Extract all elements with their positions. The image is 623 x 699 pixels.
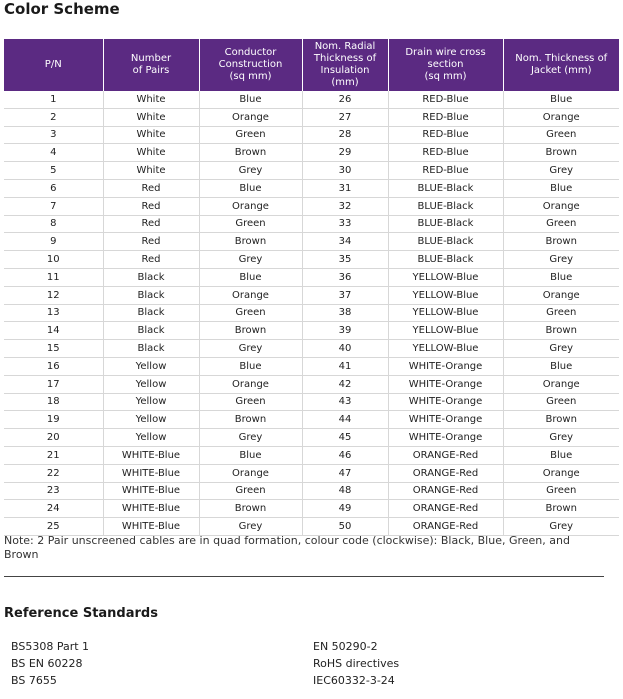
cell-pn: 7 <box>4 197 103 215</box>
cell-conductor: Green <box>199 215 302 233</box>
cell-jacket: Grey <box>503 340 619 358</box>
cell-insulation: 41 <box>302 357 388 375</box>
cell-drain-wire: ORANGE-Red <box>388 482 503 500</box>
table-row <box>4 322 619 340</box>
cell-pn: 18 <box>4 393 103 411</box>
cell-number-of-pairs: Red <box>103 215 199 233</box>
standards-list-right <box>313 638 399 689</box>
table-row <box>4 91 619 108</box>
table-row <box>4 340 619 358</box>
cell-insulation: 30 <box>302 162 388 180</box>
table-row <box>4 411 619 429</box>
table-row <box>4 162 619 180</box>
cell-jacket: Brown <box>503 500 619 518</box>
cell-drain-wire: WHITE-Orange <box>388 357 503 375</box>
cell-number-of-pairs: White <box>103 162 199 180</box>
cell-pn: 1 <box>4 91 103 108</box>
cell-jacket: Grey <box>503 429 619 447</box>
cell-jacket: Green <box>503 304 619 322</box>
cell-conductor: Blue <box>199 179 302 197</box>
cell-number-of-pairs: Yellow <box>103 375 199 393</box>
cell-drain-wire: RED-Blue <box>388 144 503 162</box>
cell-pn: 16 <box>4 357 103 375</box>
table-row <box>4 215 619 233</box>
standards-list-left <box>11 638 89 689</box>
cell-drain-wire: YELLOW-Blue <box>388 340 503 358</box>
cell-drain-wire: ORANGE-Red <box>388 446 503 464</box>
cell-jacket: Green <box>503 215 619 233</box>
cell-pn: 19 <box>4 411 103 429</box>
cell-jacket: Grey <box>503 518 619 536</box>
standard-item: BS 7655 <box>11 674 57 687</box>
table-row <box>4 233 619 251</box>
cell-insulation: 37 <box>302 286 388 304</box>
cell-conductor: Green <box>199 393 302 411</box>
cell-pn: 11 <box>4 268 103 286</box>
cell-conductor: Orange <box>199 197 302 215</box>
table-row <box>4 304 619 322</box>
cell-conductor: Brown <box>199 233 302 251</box>
cell-number-of-pairs: Yellow <box>103 357 199 375</box>
cell-conductor: Brown <box>199 500 302 518</box>
cell-conductor: Blue <box>199 91 302 108</box>
cell-jacket: Green <box>503 393 619 411</box>
cell-conductor: Brown <box>199 322 302 340</box>
cell-pn: 20 <box>4 429 103 447</box>
table-row <box>4 429 619 447</box>
cell-number-of-pairs: Yellow <box>103 429 199 447</box>
cell-insulation: 29 <box>302 144 388 162</box>
table-row <box>4 144 619 162</box>
cell-conductor: Blue <box>199 446 302 464</box>
cell-drain-wire: YELLOW-Blue <box>388 268 503 286</box>
cell-pn: 15 <box>4 340 103 358</box>
cell-pn: 8 <box>4 215 103 233</box>
cell-number-of-pairs: White <box>103 108 199 126</box>
cell-insulation: 28 <box>302 126 388 144</box>
cell-pn: 13 <box>4 304 103 322</box>
cell-jacket: Green <box>503 126 619 144</box>
cell-number-of-pairs: WHITE-Blue <box>103 464 199 482</box>
cell-conductor: Grey <box>199 429 302 447</box>
cell-jacket: Orange <box>503 375 619 393</box>
table-note: Note: 2 Pair unscreened cables are in quad formation, colour code (clockwise): Black, Blue, Green, and Brown <box>4 534 570 561</box>
cell-insulation: 27 <box>302 108 388 126</box>
page-title: Color Scheme <box>4 0 120 18</box>
cell-jacket: Brown <box>503 144 619 162</box>
column-header-drain-wire: Drain wire cross section (sq mm) <box>388 39 503 91</box>
cell-drain-wire: BLUE-Black <box>388 251 503 269</box>
cell-jacket: Blue <box>503 446 619 464</box>
table-row <box>4 126 619 144</box>
table-row <box>4 108 619 126</box>
cell-jacket: Orange <box>503 286 619 304</box>
table-row <box>4 286 619 304</box>
cell-insulation: 38 <box>302 304 388 322</box>
cell-number-of-pairs: Black <box>103 304 199 322</box>
cell-insulation: 32 <box>302 197 388 215</box>
standard-item: BS5308 Part 1 <box>11 640 90 653</box>
reference-standards-title: Reference Standards <box>4 606 158 621</box>
cell-number-of-pairs: Black <box>103 286 199 304</box>
cell-insulation: 46 <box>302 446 388 464</box>
cell-number-of-pairs: White <box>103 91 199 108</box>
cell-jacket: Grey <box>503 251 619 269</box>
cell-pn: 9 <box>4 233 103 251</box>
cell-drain-wire: WHITE-Orange <box>388 429 503 447</box>
cell-pn: 14 <box>4 322 103 340</box>
cell-insulation: 43 <box>302 393 388 411</box>
cell-drain-wire: BLUE-Black <box>388 233 503 251</box>
table-row <box>4 464 619 482</box>
section-divider <box>4 576 604 577</box>
cell-pn: 22 <box>4 464 103 482</box>
cell-conductor: Grey <box>199 251 302 269</box>
cell-conductor: Orange <box>199 108 302 126</box>
column-header-jacket-thickness: Nom. Thickness of Jacket (mm) <box>503 39 619 91</box>
cell-drain-wire: YELLOW-Blue <box>388 304 503 322</box>
cell-pn: 23 <box>4 482 103 500</box>
cell-insulation: 35 <box>302 251 388 269</box>
cell-insulation: 39 <box>302 322 388 340</box>
cell-jacket: Brown <box>503 233 619 251</box>
cell-number-of-pairs: WHITE-Blue <box>103 500 199 518</box>
cell-conductor: Grey <box>199 518 302 536</box>
cell-number-of-pairs: Red <box>103 179 199 197</box>
cell-number-of-pairs: Black <box>103 322 199 340</box>
cell-pn: 25 <box>4 518 103 536</box>
table-row <box>4 375 619 393</box>
cell-pn: 12 <box>4 286 103 304</box>
cell-insulation: 40 <box>302 340 388 358</box>
cell-number-of-pairs: Red <box>103 233 199 251</box>
table-row <box>4 482 619 500</box>
cell-insulation: 42 <box>302 375 388 393</box>
cell-drain-wire: ORANGE-Red <box>388 464 503 482</box>
cell-drain-wire: ORANGE-Red <box>388 500 503 518</box>
table-body <box>4 91 619 535</box>
column-header-insulation-thickness: Nom. Radial Thickness of Insulation (mm) <box>302 39 388 91</box>
cell-insulation: 36 <box>302 268 388 286</box>
cell-pn: 2 <box>4 108 103 126</box>
cell-conductor: Orange <box>199 286 302 304</box>
cell-insulation: 44 <box>302 411 388 429</box>
cell-conductor: Grey <box>199 162 302 180</box>
cell-conductor: Orange <box>199 464 302 482</box>
standard-item: IEC60332-3-24 <box>313 674 395 687</box>
cell-conductor: Grey <box>199 340 302 358</box>
table-row <box>4 251 619 269</box>
standard-item: EN 50290-2 <box>313 640 378 653</box>
cell-pn: 3 <box>4 126 103 144</box>
cell-drain-wire: WHITE-Orange <box>388 411 503 429</box>
cell-pn: 21 <box>4 446 103 464</box>
cell-drain-wire: WHITE-Orange <box>388 375 503 393</box>
cell-pn: 4 <box>4 144 103 162</box>
cell-jacket: Orange <box>503 108 619 126</box>
table-row <box>4 500 619 518</box>
cell-number-of-pairs: WHITE-Blue <box>103 446 199 464</box>
cell-drain-wire: BLUE-Black <box>388 215 503 233</box>
cell-conductor: Green <box>199 482 302 500</box>
cell-insulation: 33 <box>302 215 388 233</box>
cell-conductor: Blue <box>199 357 302 375</box>
table-header-row <box>4 39 619 91</box>
column-header-number-of-pairs: Number of Pairs <box>103 39 199 91</box>
cell-drain-wire: RED-Blue <box>388 162 503 180</box>
cell-insulation: 34 <box>302 233 388 251</box>
cell-insulation: 31 <box>302 179 388 197</box>
cell-number-of-pairs: White <box>103 126 199 144</box>
cell-conductor: Brown <box>199 144 302 162</box>
cell-conductor: Green <box>199 304 302 322</box>
cell-drain-wire: WHITE-Orange <box>388 393 503 411</box>
cell-drain-wire: RED-Blue <box>388 91 503 108</box>
column-header-pn: P/N <box>4 39 103 91</box>
table-row <box>4 179 619 197</box>
cell-insulation: 49 <box>302 500 388 518</box>
cell-jacket: Blue <box>503 179 619 197</box>
cell-number-of-pairs: Yellow <box>103 411 199 429</box>
cell-insulation: 48 <box>302 482 388 500</box>
cell-number-of-pairs: WHITE-Blue <box>103 518 199 536</box>
cell-number-of-pairs: Red <box>103 197 199 215</box>
cell-insulation: 50 <box>302 518 388 536</box>
cell-number-of-pairs: White <box>103 144 199 162</box>
cell-number-of-pairs: Yellow <box>103 393 199 411</box>
cell-drain-wire: BLUE-Black <box>388 179 503 197</box>
table-row <box>4 197 619 215</box>
table-row <box>4 357 619 375</box>
cell-pn: 10 <box>4 251 103 269</box>
cell-jacket: Orange <box>503 197 619 215</box>
cell-pn: 24 <box>4 500 103 518</box>
cell-conductor: Orange <box>199 375 302 393</box>
cell-jacket: Blue <box>503 268 619 286</box>
standard-item: BS EN 60228 <box>11 657 83 670</box>
cell-jacket: Orange <box>503 464 619 482</box>
cell-insulation: 45 <box>302 429 388 447</box>
table-row <box>4 393 619 411</box>
table-row <box>4 268 619 286</box>
cell-pn: 5 <box>4 162 103 180</box>
cell-number-of-pairs: WHITE-Blue <box>103 482 199 500</box>
cell-jacket: Green <box>503 482 619 500</box>
cell-drain-wire: BLUE-Black <box>388 197 503 215</box>
cell-jacket: Brown <box>503 322 619 340</box>
table-row <box>4 446 619 464</box>
cell-drain-wire: RED-Blue <box>388 126 503 144</box>
cell-drain-wire: ORANGE-Red <box>388 518 503 536</box>
column-header-conductor-construction: Conductor Construction (sq mm) <box>199 39 302 91</box>
cell-insulation: 26 <box>302 91 388 108</box>
cell-jacket: Grey <box>503 162 619 180</box>
cell-number-of-pairs: Black <box>103 340 199 358</box>
cell-jacket: Blue <box>503 91 619 108</box>
cell-insulation: 47 <box>302 464 388 482</box>
cell-drain-wire: YELLOW-Blue <box>388 286 503 304</box>
color-scheme-table <box>4 39 619 536</box>
cell-pn: 17 <box>4 375 103 393</box>
cell-conductor: Brown <box>199 411 302 429</box>
cell-drain-wire: RED-Blue <box>388 108 503 126</box>
cell-number-of-pairs: Red <box>103 251 199 269</box>
cell-drain-wire: YELLOW-Blue <box>388 322 503 340</box>
cell-conductor: Blue <box>199 268 302 286</box>
cell-number-of-pairs: Black <box>103 268 199 286</box>
cell-pn: 6 <box>4 179 103 197</box>
standard-item: RoHS directives <box>313 657 400 670</box>
table-row <box>4 518 619 536</box>
cell-jacket: Brown <box>503 411 619 429</box>
cell-conductor: Green <box>199 126 302 144</box>
cell-jacket: Blue <box>503 357 619 375</box>
